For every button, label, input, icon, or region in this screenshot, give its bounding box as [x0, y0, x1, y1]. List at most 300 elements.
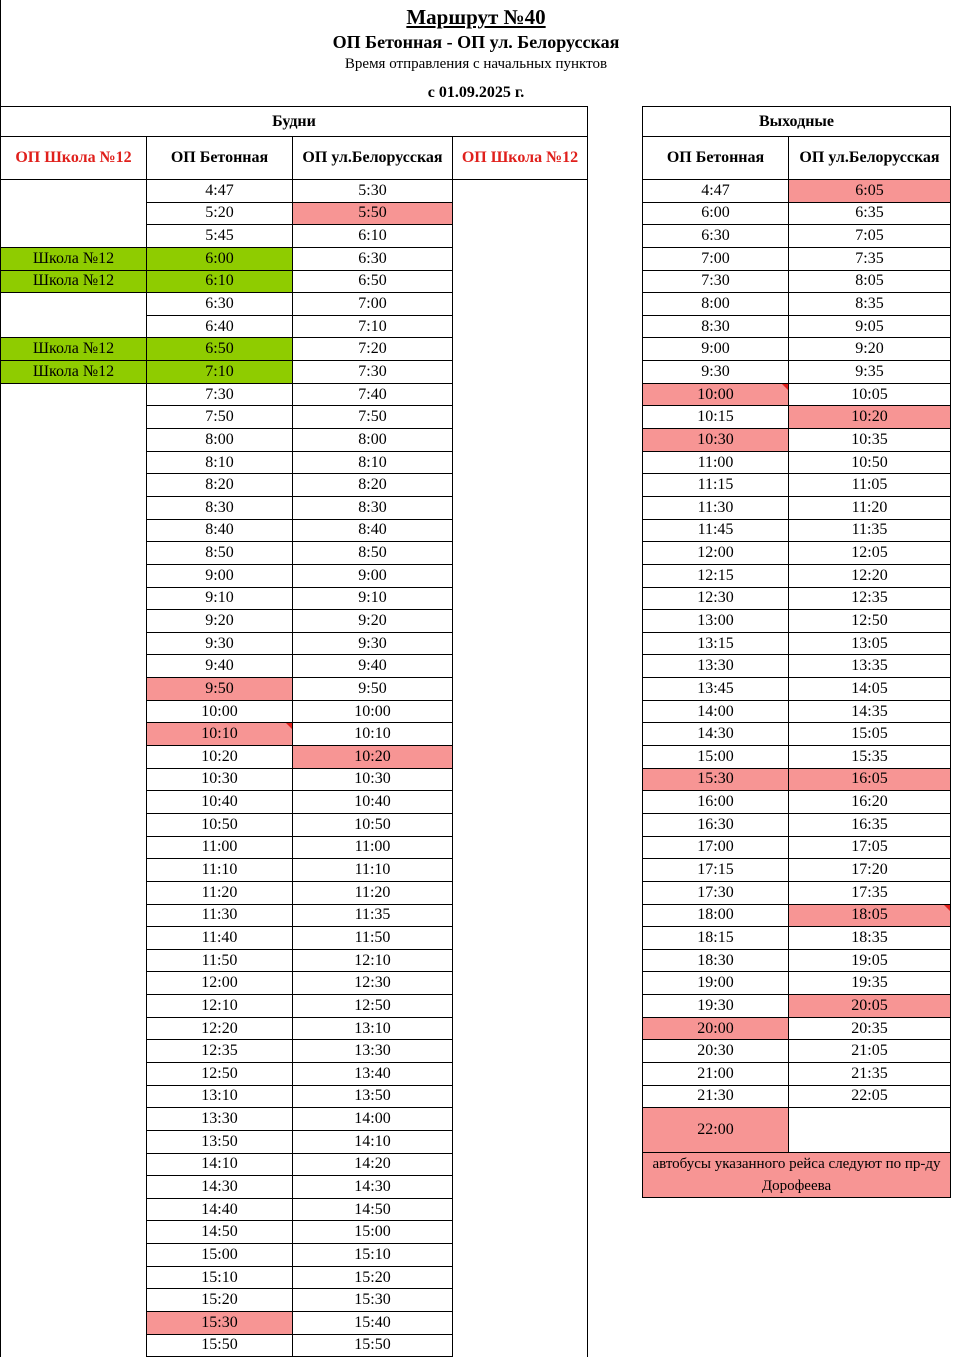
time-cell	[453, 1153, 588, 1176]
table-row	[643, 383, 951, 406]
table-row	[1, 927, 588, 950]
time-cell: 10:00	[643, 383, 789, 406]
time-cell: 14:30	[643, 723, 789, 746]
time-cell: 13:05	[789, 632, 951, 655]
time-cell: 20:30	[643, 1040, 789, 1063]
time-cell	[453, 1312, 588, 1335]
time-cell	[1, 1085, 147, 1108]
time-cell: 15:40	[293, 1312, 453, 1335]
table-row	[1, 1244, 588, 1267]
table-row	[643, 496, 951, 519]
table-row	[1, 474, 588, 497]
time-cell	[453, 1062, 588, 1085]
time-cell: 8:50	[147, 542, 293, 565]
time-cell: 19:35	[789, 972, 951, 995]
time-cell: 17:35	[789, 881, 951, 904]
time-cell	[453, 904, 588, 927]
time-cell	[1, 429, 147, 452]
table-row	[643, 361, 951, 384]
table-row	[643, 270, 951, 293]
table-row	[643, 904, 951, 927]
table-row	[643, 791, 951, 814]
table-row	[643, 338, 951, 361]
time-cell	[1, 610, 147, 633]
time-cell	[453, 519, 588, 542]
time-cell: 11:30	[147, 904, 293, 927]
table-row	[643, 632, 951, 655]
time-cell: 9:10	[293, 587, 453, 610]
time-cell: 7:30	[147, 383, 293, 406]
time-cell: 7:00	[293, 293, 453, 316]
time-cell: 8:20	[147, 474, 293, 497]
time-cell	[1, 700, 147, 723]
time-cell	[1, 972, 147, 995]
time-cell	[1, 881, 147, 904]
time-cell	[1, 474, 147, 497]
table-row	[643, 746, 951, 769]
time-cell: 7:20	[293, 338, 453, 361]
table-row	[643, 202, 951, 225]
time-cell: 10:35	[789, 429, 951, 452]
table-row	[1, 293, 588, 316]
time-cell: 8:50	[293, 542, 453, 565]
time-cell: 12:35	[789, 587, 951, 610]
time-cell	[1, 1153, 147, 1176]
time-cell: 8:30	[147, 496, 293, 519]
time-cell: 9:05	[789, 315, 951, 338]
time-cell: 16:20	[789, 791, 951, 814]
table-row	[643, 451, 951, 474]
col-betonnaya: ОП Бетонная	[147, 137, 293, 180]
time-cell: 6:35	[789, 202, 951, 225]
table-row	[1, 1130, 588, 1153]
time-cell: 13:35	[789, 655, 951, 678]
time-cell	[1, 519, 147, 542]
time-cell	[453, 859, 588, 882]
table-row	[1, 361, 588, 384]
time-cell: 8:30	[293, 496, 453, 519]
time-cell: Школа №12	[1, 338, 147, 361]
time-cell: 11:00	[147, 836, 293, 859]
time-cell: 21:30	[643, 1085, 789, 1108]
time-cell	[453, 972, 588, 995]
table-row	[1, 859, 588, 882]
time-cell	[1, 859, 147, 882]
table-row	[643, 836, 951, 859]
time-cell	[1, 768, 147, 791]
time-cell: 14:20	[293, 1153, 453, 1176]
time-cell: 16:05	[789, 768, 951, 791]
table-row	[643, 949, 951, 972]
time-cell: 11:20	[789, 496, 951, 519]
time-cell: 14:40	[147, 1198, 293, 1221]
time-cell	[453, 1017, 588, 1040]
table-row	[1, 678, 588, 701]
time-cell: 9:35	[789, 361, 951, 384]
time-cell: 7:00	[643, 247, 789, 270]
time-cell	[453, 564, 588, 587]
weekend-table	[642, 106, 951, 1198]
time-cell: 10:30	[293, 768, 453, 791]
time-cell: 9:00	[643, 338, 789, 361]
time-cell: 11:40	[147, 927, 293, 950]
time-cell: 18:05	[789, 904, 951, 927]
time-cell	[1, 542, 147, 565]
col-belorusskaya: ОП ул.Белорусская	[293, 137, 453, 180]
time-cell: 18:30	[643, 949, 789, 972]
time-cell: 13:30	[293, 1040, 453, 1063]
time-cell: 17:15	[643, 859, 789, 882]
time-cell	[453, 1334, 588, 1357]
time-cell	[1, 927, 147, 950]
time-cell: 17:05	[789, 836, 951, 859]
time-cell	[1, 791, 147, 814]
time-cell: 10:05	[789, 383, 951, 406]
table-row	[643, 700, 951, 723]
table-row	[1, 1334, 588, 1357]
table-row	[643, 655, 951, 678]
time-cell	[453, 247, 588, 270]
table-row	[643, 315, 951, 338]
table-row	[1, 791, 588, 814]
time-cell: 10:50	[293, 813, 453, 836]
time-cell: 15:00	[643, 746, 789, 769]
time-cell: 9:50	[147, 678, 293, 701]
time-cell: 8:40	[293, 519, 453, 542]
time-cell	[1, 1062, 147, 1085]
table-row	[1, 881, 588, 904]
time-cell: 15:10	[147, 1266, 293, 1289]
table-row	[1, 1266, 588, 1289]
time-cell	[1, 587, 147, 610]
time-cell	[453, 180, 588, 203]
time-cell: 6:30	[147, 293, 293, 316]
time-cell: 11:00	[643, 451, 789, 474]
time-cell: 14:30	[147, 1176, 293, 1199]
time-cell: 6:40	[147, 315, 293, 338]
page-title: Маршрут №40	[406, 5, 546, 29]
table-row	[1, 1198, 588, 1221]
time-cell: 15:20	[293, 1266, 453, 1289]
time-cell	[453, 1130, 588, 1153]
time-cell: 10:20	[293, 746, 453, 769]
time-cell: 12:00	[643, 542, 789, 565]
time-cell	[453, 429, 588, 452]
last-departure-empty	[789, 1108, 951, 1153]
table-row	[1, 247, 588, 270]
time-cell: 4:47	[643, 180, 789, 203]
time-cell: 15:30	[147, 1312, 293, 1335]
time-cell: 10:30	[643, 429, 789, 452]
time-cell: 9:20	[789, 338, 951, 361]
time-cell	[1, 632, 147, 655]
time-cell: 16:30	[643, 813, 789, 836]
time-cell	[1, 1334, 147, 1357]
time-cell: 13:40	[293, 1062, 453, 1085]
time-cell	[453, 496, 588, 519]
time-cell: 15:00	[293, 1221, 453, 1244]
time-cell: 21:00	[643, 1062, 789, 1085]
time-cell	[453, 700, 588, 723]
table-row	[1, 429, 588, 452]
time-cell: 18:00	[643, 904, 789, 927]
time-cell: 11:35	[293, 904, 453, 927]
time-cell: 22:05	[789, 1085, 951, 1108]
time-cell	[453, 995, 588, 1018]
time-cell: 7:40	[293, 383, 453, 406]
time-cell: 12:20	[147, 1017, 293, 1040]
time-cell	[453, 315, 588, 338]
time-cell: 10:10	[147, 723, 293, 746]
weekday-table	[0, 106, 588, 1357]
time-cell: 6:00	[147, 247, 293, 270]
time-cell: 9:40	[147, 655, 293, 678]
time-cell: 11:50	[147, 949, 293, 972]
time-cell	[1, 1040, 147, 1063]
time-cell: 10:50	[789, 451, 951, 474]
time-cell: 13:10	[293, 1017, 453, 1040]
time-cell	[453, 746, 588, 769]
departure-note: Время отправления с начальных пунктов	[344, 56, 608, 72]
time-cell: 11:10	[147, 859, 293, 882]
time-cell: 12:50	[293, 995, 453, 1018]
table-row	[643, 768, 951, 791]
time-cell: 5:30	[293, 180, 453, 203]
time-cell	[453, 361, 588, 384]
time-cell	[453, 768, 588, 791]
time-cell: 9:10	[147, 587, 293, 610]
route-footnote: автобусы указанного рейса следуют по пр-ду Дорофеева	[643, 1153, 951, 1198]
table-row	[643, 519, 951, 542]
table-row	[1, 315, 588, 338]
time-cell	[453, 1198, 588, 1221]
time-cell	[1, 995, 147, 1018]
time-cell: 19:05	[789, 949, 951, 972]
time-cell: 19:00	[643, 972, 789, 995]
time-cell: 11:05	[789, 474, 951, 497]
time-cell: 15:00	[147, 1244, 293, 1267]
table-row	[643, 927, 951, 950]
table-row	[1, 995, 588, 1018]
time-cell: 6:30	[293, 247, 453, 270]
time-cell: 14:30	[293, 1176, 453, 1199]
col-school-right: ОП Школа №12	[453, 137, 588, 180]
table-row	[643, 429, 951, 452]
time-cell	[453, 1085, 588, 1108]
time-cell	[453, 881, 588, 904]
time-cell: 7:50	[293, 406, 453, 429]
table-row	[643, 1085, 951, 1108]
time-cell: 15:30	[643, 768, 789, 791]
table-row	[643, 225, 951, 248]
table-row	[643, 406, 951, 429]
table-row	[643, 180, 951, 203]
time-cell	[1, 813, 147, 836]
time-cell: 18:15	[643, 927, 789, 950]
time-cell: 11:20	[293, 881, 453, 904]
table-row	[1, 451, 588, 474]
time-cell	[453, 293, 588, 316]
time-cell	[1, 1017, 147, 1040]
time-cell: 7:30	[643, 270, 789, 293]
time-cell	[453, 338, 588, 361]
time-cell: 14:00	[643, 700, 789, 723]
table-row	[1, 180, 588, 203]
time-cell: 6:05	[789, 180, 951, 203]
time-cell	[1, 293, 147, 316]
time-cell: 15:35	[789, 746, 951, 769]
table-row	[1, 836, 588, 859]
time-cell	[453, 1040, 588, 1063]
time-cell: 6:50	[147, 338, 293, 361]
table-row	[1, 768, 588, 791]
time-cell	[1, 836, 147, 859]
time-cell: 16:00	[643, 791, 789, 814]
time-cell: 7:10	[293, 315, 453, 338]
time-cell	[453, 474, 588, 497]
time-cell: 13:30	[643, 655, 789, 678]
time-cell	[453, 202, 588, 225]
time-cell	[453, 542, 588, 565]
time-cell: 16:35	[789, 813, 951, 836]
table-row	[1, 225, 588, 248]
time-cell: 14:10	[147, 1153, 293, 1176]
time-cell	[1, 1221, 147, 1244]
time-cell: 8:40	[147, 519, 293, 542]
time-cell: 21:05	[789, 1040, 951, 1063]
table-row	[643, 881, 951, 904]
time-cell: 11:45	[643, 519, 789, 542]
time-cell: 8:00	[293, 429, 453, 452]
time-cell: 14:05	[789, 678, 951, 701]
time-cell: 9:00	[293, 564, 453, 587]
table-row	[1, 270, 588, 293]
time-cell: 17:30	[643, 881, 789, 904]
table-row	[643, 972, 951, 995]
time-cell: 10:20	[789, 406, 951, 429]
time-cell: 15:30	[293, 1289, 453, 1312]
table-row	[643, 723, 951, 746]
time-cell	[1, 180, 147, 203]
time-cell: 9:20	[147, 610, 293, 633]
time-cell: 14:00	[293, 1108, 453, 1131]
time-cell: 7:50	[147, 406, 293, 429]
table-row	[643, 1040, 951, 1063]
time-cell: 13:10	[147, 1085, 293, 1108]
table-row	[1, 564, 588, 587]
table-row	[643, 1017, 951, 1040]
time-cell	[453, 813, 588, 836]
time-cell	[453, 723, 588, 746]
time-cell: 11:30	[643, 496, 789, 519]
table-row	[1, 632, 588, 655]
time-cell: 10:40	[293, 791, 453, 814]
time-cell: 8:35	[789, 293, 951, 316]
table-row	[1, 723, 588, 746]
time-cell: 13:50	[147, 1130, 293, 1153]
time-cell: 12:00	[147, 972, 293, 995]
time-cell: 9:50	[293, 678, 453, 701]
effective-date: с 01.09.2025 г.	[427, 84, 525, 101]
time-cell: 9:30	[293, 632, 453, 655]
time-cell	[1, 315, 147, 338]
col-belorusskaya: ОП ул.Белорусская	[789, 137, 951, 180]
time-cell: 9:30	[147, 632, 293, 655]
time-cell	[1, 1108, 147, 1131]
time-cell: 14:50	[293, 1198, 453, 1221]
time-cell: 19:30	[643, 995, 789, 1018]
table-row	[1, 972, 588, 995]
time-cell: 9:30	[643, 361, 789, 384]
time-cell: 12:10	[147, 995, 293, 1018]
time-cell: 13:00	[643, 610, 789, 633]
time-cell: 14:50	[147, 1221, 293, 1244]
time-cell: 10:20	[147, 746, 293, 769]
time-cell: 11:20	[147, 881, 293, 904]
time-cell: 9:40	[293, 655, 453, 678]
time-cell: 12:30	[643, 587, 789, 610]
table-row	[1, 383, 588, 406]
weekend-label: Выходные	[643, 107, 951, 137]
time-cell	[1, 746, 147, 769]
table-row	[1, 1085, 588, 1108]
time-cell	[1, 496, 147, 519]
table-row	[643, 474, 951, 497]
time-cell: 7:35	[789, 247, 951, 270]
time-cell	[1, 678, 147, 701]
time-cell	[1, 655, 147, 678]
table-row	[1, 1289, 588, 1312]
time-cell: Школа №12	[1, 270, 147, 293]
time-cell: 13:15	[643, 632, 789, 655]
time-cell: 10:30	[147, 768, 293, 791]
time-cell: 13:30	[147, 1108, 293, 1131]
time-cell	[1, 723, 147, 746]
time-cell	[1, 904, 147, 927]
table-row	[1, 1221, 588, 1244]
time-cell: 20:00	[643, 1017, 789, 1040]
table-row	[1, 587, 588, 610]
time-cell	[1, 406, 147, 429]
time-cell	[453, 383, 588, 406]
table-row	[1, 610, 588, 633]
time-cell	[1, 1176, 147, 1199]
table-row	[1, 949, 588, 972]
table-row	[1, 542, 588, 565]
time-cell	[1, 1289, 147, 1312]
time-cell: 10:40	[147, 791, 293, 814]
time-cell: 9:00	[147, 564, 293, 587]
time-cell: 8:20	[293, 474, 453, 497]
time-cell	[1, 949, 147, 972]
time-cell: 15:50	[293, 1334, 453, 1357]
time-cell: 11:10	[293, 859, 453, 882]
time-cell	[453, 949, 588, 972]
table-row	[1, 1312, 588, 1335]
table-row	[643, 587, 951, 610]
table-row	[1, 1017, 588, 1040]
time-cell	[453, 451, 588, 474]
table-row	[643, 995, 951, 1018]
time-cell	[453, 655, 588, 678]
table-row	[1, 1108, 588, 1131]
time-cell: 20:05	[789, 995, 951, 1018]
time-cell: 6:10	[147, 270, 293, 293]
time-cell: 7:30	[293, 361, 453, 384]
time-cell	[453, 632, 588, 655]
time-cell: 15:20	[147, 1289, 293, 1312]
time-cell: 8:00	[643, 293, 789, 316]
